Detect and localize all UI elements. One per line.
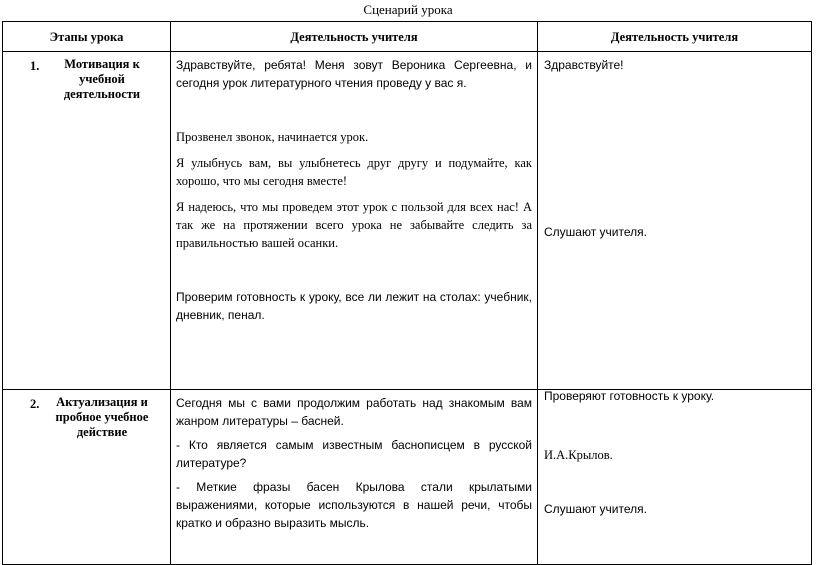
stage-number: 1. xyxy=(30,59,40,73)
student-text: Слушают учителя. xyxy=(544,502,647,516)
teacher-activity-cell xyxy=(171,390,538,565)
stage-number: 2. xyxy=(30,397,40,411)
teacher-text: Я надеюсь, что мы проведем этот урок с пользой для всех нас! А так же на протяжении всего урока не забывайте следить за правильностью вашей осанки. xyxy=(176,200,532,250)
teacher-text: - Кто является самым известным баснописцем в русской литературе? xyxy=(176,438,532,470)
stage-label: Актуализация и пробное учебное действие xyxy=(55,395,149,439)
teacher-text: Я улыбнусь вам, вы улыбнетесь друг другу и подумайте, как хорошо, что мы сегодня вместе! xyxy=(176,156,532,188)
stage-label: Мотивация к учебной деятельности xyxy=(63,57,141,101)
header-teacher-activity: Деятельность учителя xyxy=(171,22,538,52)
table-row xyxy=(3,390,812,565)
table-header-row xyxy=(3,22,812,52)
student-activity-cell xyxy=(538,390,812,565)
teacher-text: Здравствуйте, ребята! Меня зовут Вероника Сергеевна, и сегодня урок литературного чтения проведу у вас я. xyxy=(176,58,532,90)
header-stages: Этапы урока xyxy=(3,22,171,52)
teacher-activity-cell xyxy=(171,52,538,390)
student-text: И.А.Крылов. xyxy=(544,448,613,462)
student-text: Проверяют готовность к уроку. xyxy=(544,389,715,403)
document-title: Сценарий урока xyxy=(363,2,453,17)
student-text: Слушают учителя. xyxy=(544,225,647,239)
student-text: Здравствуйте! xyxy=(544,58,624,72)
teacher-text: Прозвенел звонок, начинается урок. xyxy=(176,130,369,144)
teacher-text: - Меткие фразы басен Крылова стали крылатыми выражениями, которые используются в нашей речи, чтобы кратко и образно выразить мысль. xyxy=(176,480,532,530)
teacher-text: Сегодня мы с вами продолжим работать над знакомым вам жанром литературы – басней. xyxy=(176,396,532,428)
teacher-text: Проверим готовность к уроку, все ли лежит на столах: учебник, дневник, пенал. xyxy=(176,290,532,322)
student-activity-cell xyxy=(538,52,812,403)
lesson-scenario-table xyxy=(2,21,812,565)
stage-cell xyxy=(3,390,171,565)
stage-cell xyxy=(3,52,171,390)
header-student-activity: Деятельность учителя xyxy=(538,22,812,52)
table-row xyxy=(3,52,812,390)
